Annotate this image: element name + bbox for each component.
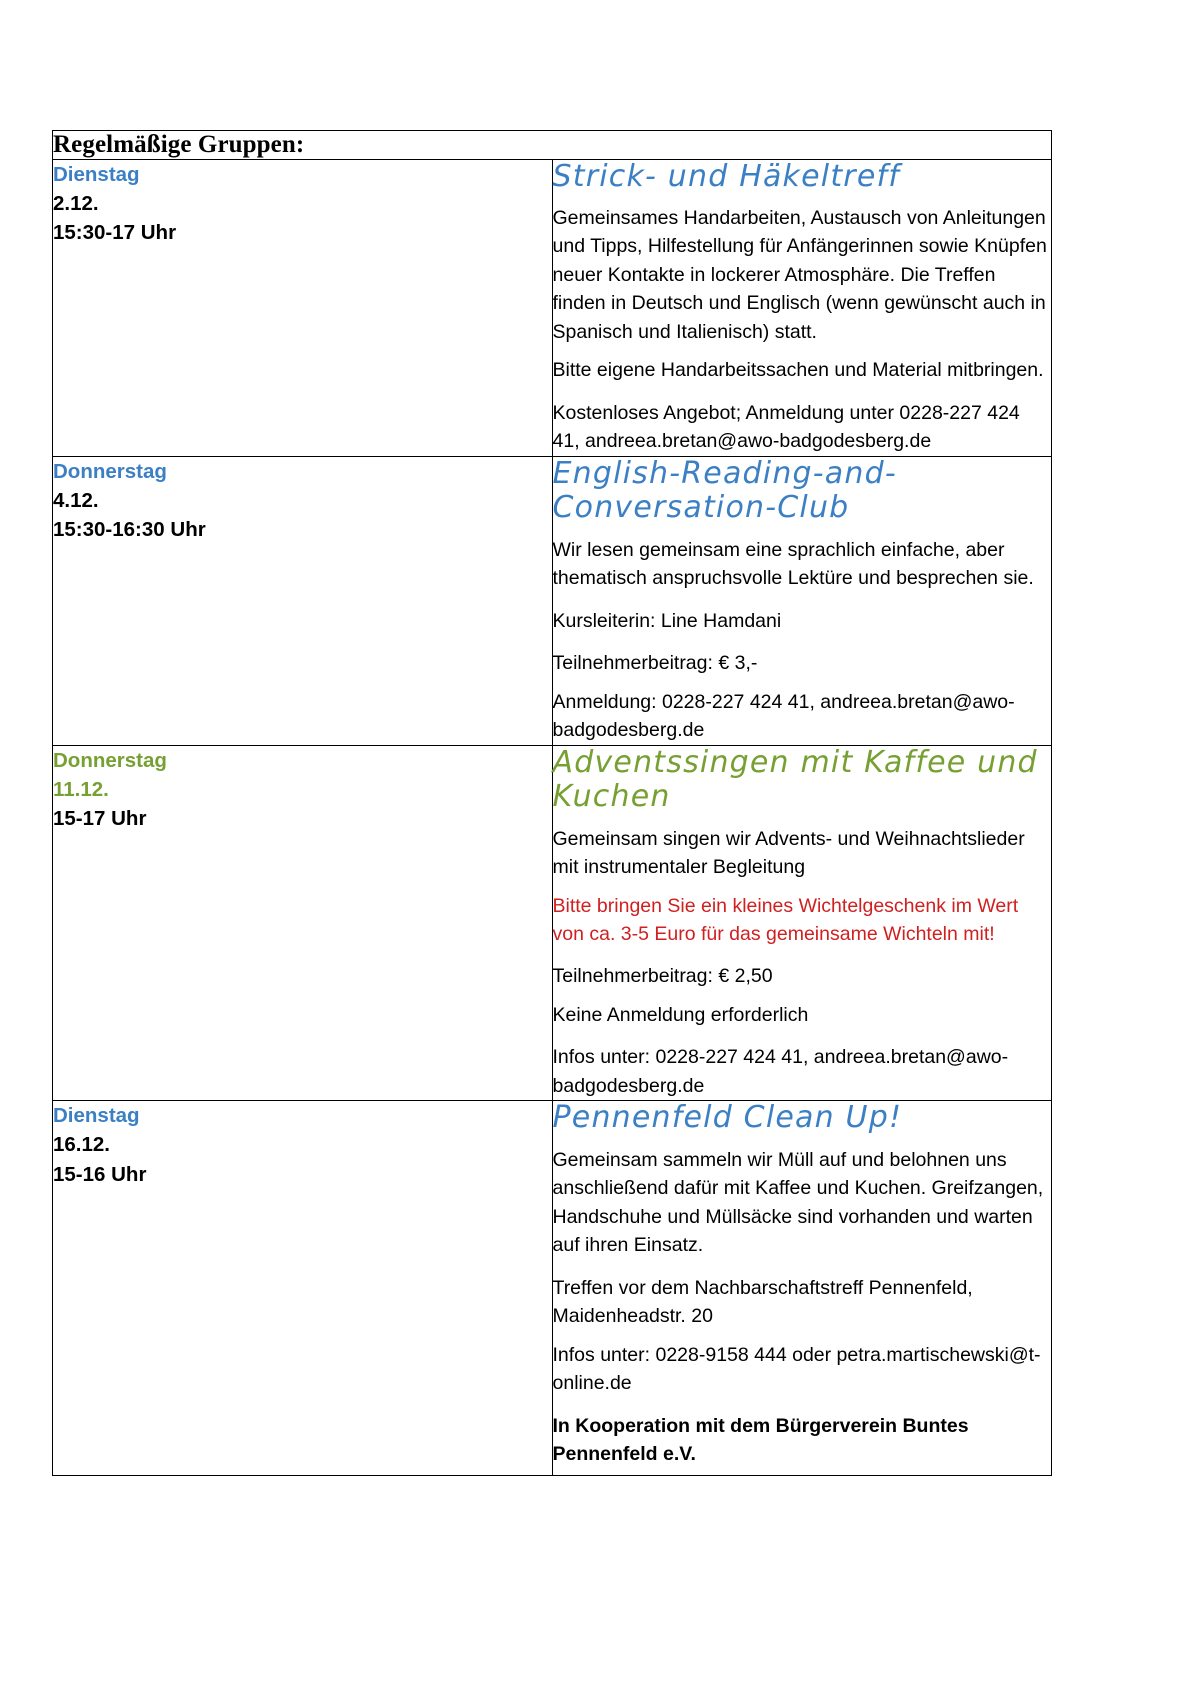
regular-groups-table <box>52 130 1052 1476</box>
event-date: 2.12. <box>53 191 99 215</box>
event-registration: Keine Anmeldung erforderlich <box>552 1003 809 1026</box>
table-body <box>53 131 1052 1476</box>
event-fee: Teilnehmerbeitrag: € 2,50 <box>552 965 773 988</box>
event-contact: Kostenloses Angebot; Anmeldung unter 0228-227 424 41, andreea.bretan@awo-badgodesberg.de <box>552 401 1020 453</box>
event-date: 11.12. <box>53 777 109 801</box>
event-paragraph: Gemeinsam singen wir Advents- und Weihnachtslieder mit instrumentaler Begleitung <box>552 827 1025 879</box>
cell-bottom-spacer <box>553 1469 1052 1475</box>
event-schedule-cell <box>53 1101 553 1475</box>
event-schedule-cell <box>53 745 553 1101</box>
event-title: Adventssingen mit Kaffee und Kuchen <box>552 744 1038 815</box>
table-row <box>53 1101 1052 1475</box>
event-day: Donnerstag <box>53 748 167 772</box>
event-paragraph: Gemeinsam sammeln wir Müll auf und belohnen uns anschließend dafür mit Kaffee und Kuchen. Greifzangen, Handschuhe und Müllsäcke sind vorhanden und warten auf ihren Einsatz. <box>552 1148 1044 1257</box>
table-row <box>53 456 1052 745</box>
event-title: Strick- und Häkeltreff <box>552 158 900 194</box>
table-header-cell <box>53 131 1052 160</box>
event-details-cell <box>552 159 1052 456</box>
event-date: 4.12. <box>53 488 99 512</box>
event-contact: Anmeldung: 0228-227 424 41, andreea.bretan@awo-badgodesberg.de <box>552 690 1015 742</box>
event-day: Dienstag <box>53 162 140 186</box>
event-schedule-cell <box>53 456 553 745</box>
event-title: English-Reading-and-Conversation-Club <box>552 455 897 526</box>
table-row <box>53 745 1052 1101</box>
event-details-cell <box>552 456 1052 745</box>
event-contact: Infos unter: 0228-9158 444 oder petra.martischewski@t-online.de <box>552 1343 1041 1395</box>
table-header-row <box>53 131 1052 160</box>
event-time: 15-17 Uhr <box>53 806 147 830</box>
event-paragraph: Wir lesen gemeinsam eine sprachlich einfache, aber thematisch anspruchsvolle Lektüre und besprechen sie. <box>552 538 1034 590</box>
event-time: 15-16 Uhr <box>53 1162 147 1186</box>
event-instructor: Kursleiterin: Line Hamdani <box>552 609 782 632</box>
event-notice: Bitte bringen Sie ein kleines Wichtelgeschenk im Wert von ca. 3-5 Euro für das gemeinsame Wichteln mit! <box>552 894 1019 945</box>
table-row <box>53 159 1052 456</box>
event-date: 16.12. <box>53 1133 110 1157</box>
event-fee: Teilnehmerbeitrag: € 3,- <box>552 652 758 675</box>
event-time: 15:30-17 Uhr <box>53 220 177 244</box>
event-details-cell <box>552 1101 1052 1475</box>
event-details-cell <box>552 745 1052 1101</box>
groups-table-container <box>52 130 1052 1476</box>
event-day: Donnerstag <box>53 459 167 483</box>
event-schedule-cell <box>53 159 553 456</box>
event-cooperation-note: In Kooperation mit dem Bürgerverein Buntes Pennenfeld e.V. <box>552 1414 969 1466</box>
page-title: Regelmäßige Gruppen: <box>53 131 305 158</box>
event-paragraph: Bitte eigene Handarbeitssachen und Material mitbringen. <box>552 359 1044 382</box>
event-location: Treffen vor dem Nachbarschaftstreff Pennenfeld, Maidenheadstr. 20 <box>552 1276 973 1328</box>
event-title: Pennenfeld Clean Up! <box>552 1100 903 1136</box>
event-day: Dienstag <box>53 1104 140 1128</box>
event-time: 15:30-16:30 Uhr <box>53 517 206 541</box>
event-paragraph: Gemeinsames Handarbeiten, Austausch von Anleitungen und Tipps, Hilfestellung für Anfängerinnen sowie Knüpfen neuer Kontakte in lockerer Atmosphäre. Die Treffen finden in Deutsch und Englisch (wenn gewünscht auch in Spanisch und Italienisch) statt. <box>552 207 1047 343</box>
event-contact: Infos unter: 0228-227 424 41, andreea.bretan@awo-badgodesberg.de <box>552 1046 1009 1097</box>
